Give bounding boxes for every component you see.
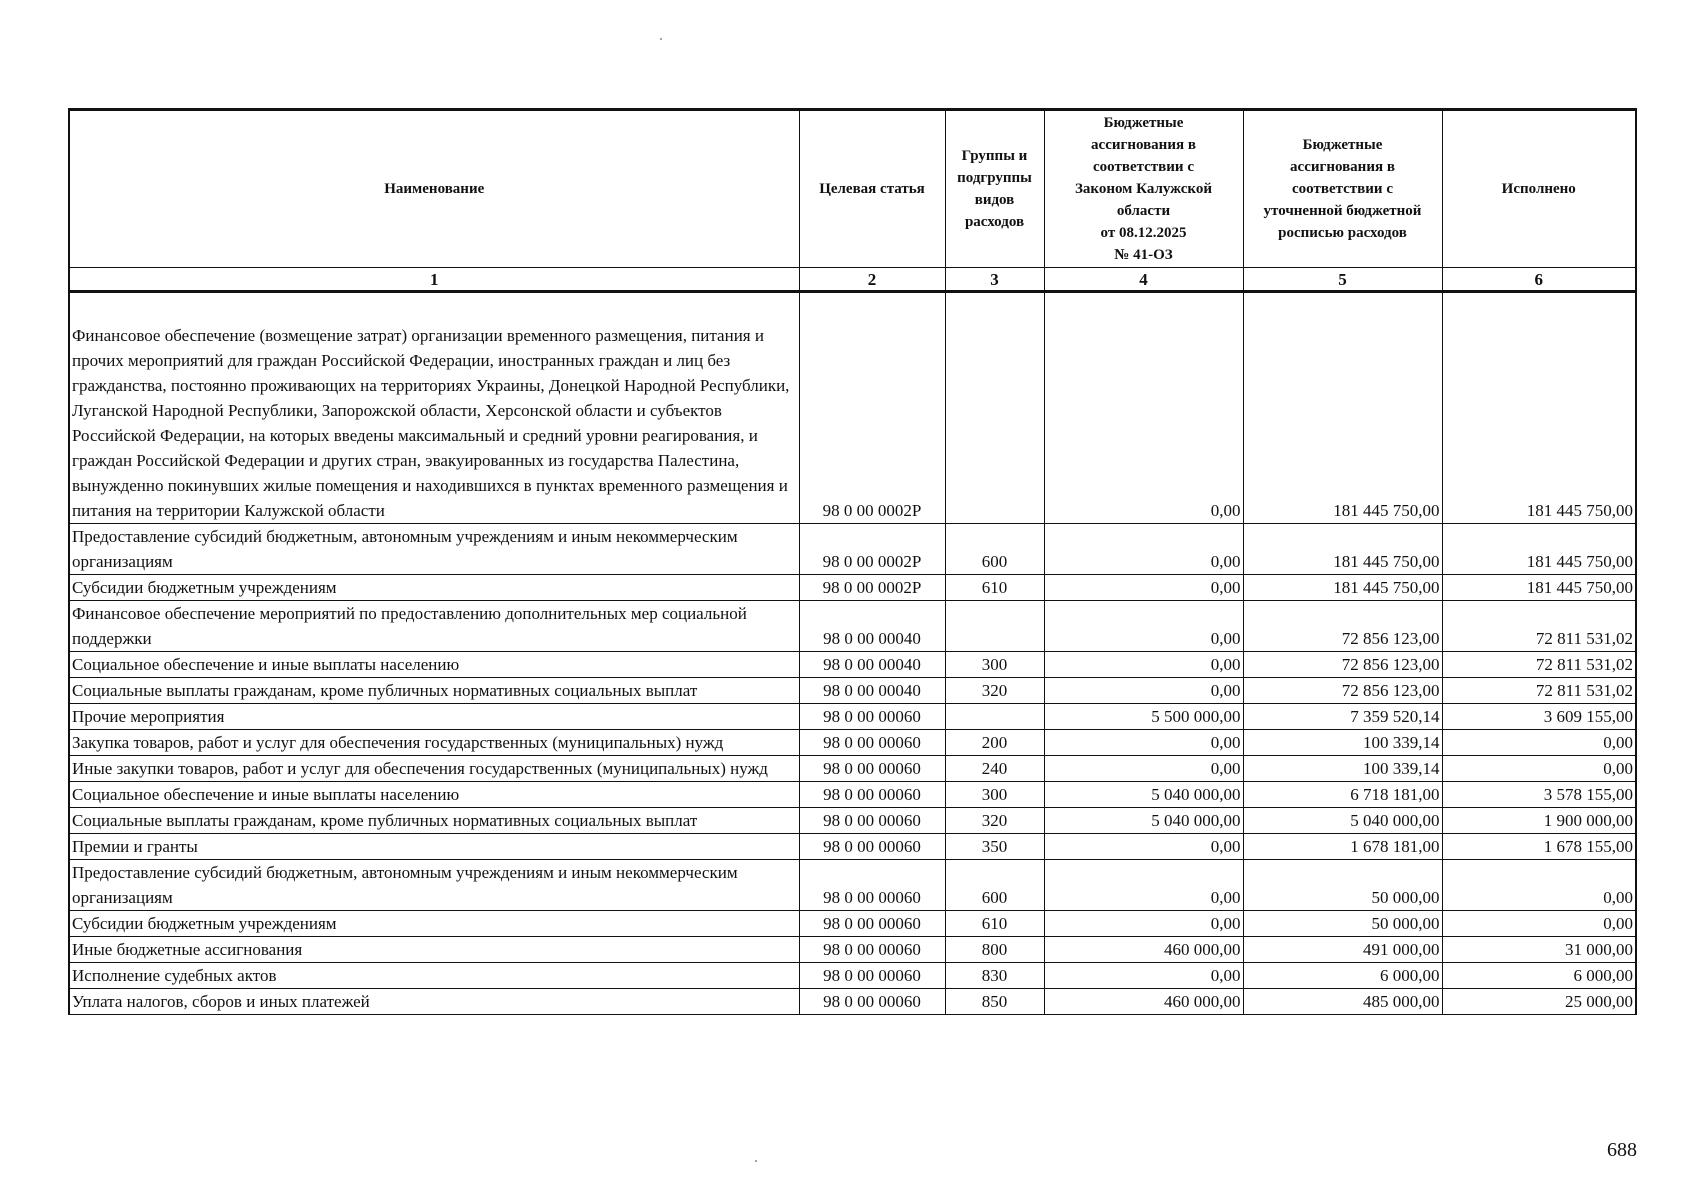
column-number: 3 bbox=[945, 268, 1044, 292]
row-target-article: 98 0 00 00060 bbox=[799, 756, 945, 782]
table-row bbox=[69, 963, 1636, 989]
row-target-article: 98 0 00 00040 bbox=[799, 678, 945, 704]
row-refined-amount: 181 445 750,00 bbox=[1243, 524, 1442, 575]
table-row bbox=[69, 756, 1636, 782]
row-expense-group bbox=[945, 292, 1044, 524]
row-name: Исполнение судебных актов bbox=[69, 963, 799, 989]
row-name: Прочие мероприятия bbox=[69, 704, 799, 730]
row-law-amount: 0,00 bbox=[1044, 834, 1243, 860]
table-row bbox=[69, 989, 1636, 1015]
row-law-amount: 0,00 bbox=[1044, 911, 1243, 937]
row-law-amount: 5 040 000,00 bbox=[1044, 782, 1243, 808]
column-number: 2 bbox=[799, 268, 945, 292]
page-number: 688 bbox=[1607, 1139, 1637, 1161]
row-target-article: 98 0 00 00060 bbox=[799, 834, 945, 860]
column-number-row bbox=[69, 268, 1636, 292]
row-refined-amount: 6 000,00 bbox=[1243, 963, 1442, 989]
row-refined-amount: 100 339,14 bbox=[1243, 756, 1442, 782]
row-refined-amount: 50 000,00 bbox=[1243, 860, 1442, 911]
row-expense-group: 300 bbox=[945, 652, 1044, 678]
row-target-article: 98 0 00 00060 bbox=[799, 911, 945, 937]
scan-speck bbox=[755, 1160, 757, 1162]
row-name: Иные бюджетные ассигнования bbox=[69, 937, 799, 963]
row-name: Предоставление субсидий бюджетным, автономным учреждениям и иным некоммерческим организациям bbox=[69, 860, 799, 911]
row-law-amount: 0,00 bbox=[1044, 524, 1243, 575]
row-law-amount: 0,00 bbox=[1044, 730, 1243, 756]
row-target-article: 98 0 00 00040 bbox=[799, 652, 945, 678]
table-row bbox=[69, 524, 1636, 575]
row-target-article: 98 0 00 00060 bbox=[799, 782, 945, 808]
row-executed-amount: 181 445 750,00 bbox=[1442, 292, 1636, 524]
table-body bbox=[69, 292, 1636, 1015]
row-name: Финансовое обеспечение мероприятий по предоставлению дополнительных мер социальной поддержки bbox=[69, 601, 799, 652]
row-name: Субсидии бюджетным учреждениям bbox=[69, 911, 799, 937]
row-target-article: 98 0 00 0002Р bbox=[799, 524, 945, 575]
row-expense-group: 320 bbox=[945, 678, 1044, 704]
row-executed-amount: 1 678 155,00 bbox=[1442, 834, 1636, 860]
header-law-allocations: Бюджетные ассигнования в соответствии с Законом Калужской области от 08.12.2025 № 41-ОЗ bbox=[1044, 110, 1243, 268]
row-executed-amount: 181 445 750,00 bbox=[1442, 575, 1636, 601]
row-refined-amount: 485 000,00 bbox=[1243, 989, 1442, 1015]
column-number: 5 bbox=[1243, 268, 1442, 292]
row-refined-amount: 100 339,14 bbox=[1243, 730, 1442, 756]
table-row bbox=[69, 937, 1636, 963]
row-executed-amount: 25 000,00 bbox=[1442, 989, 1636, 1015]
table-row bbox=[69, 782, 1636, 808]
row-law-amount: 0,00 bbox=[1044, 575, 1243, 601]
row-target-article: 98 0 00 0002Р bbox=[799, 575, 945, 601]
row-refined-amount: 491 000,00 bbox=[1243, 937, 1442, 963]
table-row bbox=[69, 652, 1636, 678]
row-executed-amount: 181 445 750,00 bbox=[1442, 524, 1636, 575]
row-law-amount: 0,00 bbox=[1044, 601, 1243, 652]
row-law-amount: 0,00 bbox=[1044, 860, 1243, 911]
table-row bbox=[69, 601, 1636, 652]
table-row bbox=[69, 678, 1636, 704]
row-executed-amount: 72 811 531,02 bbox=[1442, 678, 1636, 704]
row-executed-amount: 3 578 155,00 bbox=[1442, 782, 1636, 808]
row-name: Социальное обеспечение и иные выплаты населению bbox=[69, 652, 799, 678]
row-executed-amount: 0,00 bbox=[1442, 860, 1636, 911]
row-executed-amount: 1 900 000,00 bbox=[1442, 808, 1636, 834]
table-row bbox=[69, 704, 1636, 730]
row-executed-amount: 31 000,00 bbox=[1442, 937, 1636, 963]
row-law-amount: 5 500 000,00 bbox=[1044, 704, 1243, 730]
scan-speck bbox=[660, 38, 662, 40]
row-executed-amount: 3 609 155,00 bbox=[1442, 704, 1636, 730]
row-refined-amount: 181 445 750,00 bbox=[1243, 292, 1442, 524]
row-executed-amount: 0,00 bbox=[1442, 730, 1636, 756]
row-name: Социальное обеспечение и иные выплаты населению bbox=[69, 782, 799, 808]
row-refined-amount: 72 856 123,00 bbox=[1243, 652, 1442, 678]
row-expense-group: 240 bbox=[945, 756, 1044, 782]
table-header-row bbox=[69, 110, 1636, 268]
row-refined-amount: 72 856 123,00 bbox=[1243, 678, 1442, 704]
row-name: Закупка товаров, работ и услуг для обеспечения государственных (муниципальных) нужд bbox=[69, 730, 799, 756]
budget-execution-table bbox=[68, 108, 1637, 1015]
budget-table-container bbox=[68, 108, 1635, 1015]
row-executed-amount: 0,00 bbox=[1442, 911, 1636, 937]
row-refined-amount: 5 040 000,00 bbox=[1243, 808, 1442, 834]
row-target-article: 98 0 00 00060 bbox=[799, 989, 945, 1015]
column-number: 6 bbox=[1442, 268, 1636, 292]
row-refined-amount: 50 000,00 bbox=[1243, 911, 1442, 937]
row-expense-group: 200 bbox=[945, 730, 1044, 756]
row-name: Премии и гранты bbox=[69, 834, 799, 860]
table-row bbox=[69, 292, 1636, 524]
row-law-amount: 460 000,00 bbox=[1044, 989, 1243, 1015]
header-refined-allocations: Бюджетные ассигнования в соответствии с уточненной бюджетной росписью расходов bbox=[1243, 110, 1442, 268]
row-name: Предоставление субсидий бюджетным, автономным учреждениям и иным некоммерческим организациям bbox=[69, 524, 799, 575]
table-row bbox=[69, 834, 1636, 860]
column-number: 1 bbox=[69, 268, 799, 292]
row-name: Финансовое обеспечение (возмещение затрат) организации временного размещения, питания и прочих мероприятий для граждан Российской Федерации, иностранных граждан и лиц без гражданства, постоянно проживающих на территориях Украины, Донецкой Народной Республики, Луганской Народной Республики, Запорожской области, Херсонской области и субъектов Российской Федерации, на которых введены максимальный и средний уровни реагирования, и граждан Российской Федерации и других стран, эвакуированных из государства Палестина, вынужденно покинувших жилые помещения и находившихся в пунктах временного размещения и питания на территории Калужской области bbox=[69, 292, 799, 524]
row-executed-amount: 72 811 531,02 bbox=[1442, 652, 1636, 678]
row-target-article: 98 0 00 00060 bbox=[799, 704, 945, 730]
header-target-article: Целевая статья bbox=[799, 110, 945, 268]
row-expense-group: 600 bbox=[945, 524, 1044, 575]
row-target-article: 98 0 00 00060 bbox=[799, 860, 945, 911]
column-number: 4 bbox=[1044, 268, 1243, 292]
table-row bbox=[69, 808, 1636, 834]
row-refined-amount: 1 678 181,00 bbox=[1243, 834, 1442, 860]
row-expense-group: 850 bbox=[945, 989, 1044, 1015]
header-executed: Исполнено bbox=[1442, 110, 1636, 268]
row-target-article: 98 0 00 0002Р bbox=[799, 292, 945, 524]
table-row bbox=[69, 860, 1636, 911]
row-target-article: 98 0 00 00060 bbox=[799, 963, 945, 989]
row-executed-amount: 72 811 531,02 bbox=[1442, 601, 1636, 652]
row-law-amount: 0,00 bbox=[1044, 963, 1243, 989]
row-executed-amount: 0,00 bbox=[1442, 756, 1636, 782]
row-law-amount: 0,00 bbox=[1044, 652, 1243, 678]
row-expense-group: 800 bbox=[945, 937, 1044, 963]
header-name: Наименование bbox=[69, 110, 799, 268]
row-expense-group: 610 bbox=[945, 575, 1044, 601]
table-row bbox=[69, 730, 1636, 756]
row-name: Иные закупки товаров, работ и услуг для обеспечения государственных (муниципальных) нужд bbox=[69, 756, 799, 782]
row-target-article: 98 0 00 00060 bbox=[799, 730, 945, 756]
row-expense-group bbox=[945, 704, 1044, 730]
header-expense-groups: Группы и подгруппы видов расходов bbox=[945, 110, 1044, 268]
row-law-amount: 5 040 000,00 bbox=[1044, 808, 1243, 834]
row-refined-amount: 72 856 123,00 bbox=[1243, 601, 1442, 652]
row-name: Субсидии бюджетным учреждениям bbox=[69, 575, 799, 601]
row-expense-group: 610 bbox=[945, 911, 1044, 937]
row-name: Социальные выплаты гражданам, кроме публичных нормативных социальных выплат bbox=[69, 678, 799, 704]
row-expense-group: 600 bbox=[945, 860, 1044, 911]
row-refined-amount: 6 718 181,00 bbox=[1243, 782, 1442, 808]
row-name: Социальные выплаты гражданам, кроме публичных нормативных социальных выплат bbox=[69, 808, 799, 834]
row-law-amount: 0,00 bbox=[1044, 756, 1243, 782]
row-expense-group: 350 bbox=[945, 834, 1044, 860]
row-expense-group bbox=[945, 601, 1044, 652]
row-law-amount: 460 000,00 bbox=[1044, 937, 1243, 963]
table-row bbox=[69, 575, 1636, 601]
row-refined-amount: 7 359 520,14 bbox=[1243, 704, 1442, 730]
row-law-amount: 0,00 bbox=[1044, 292, 1243, 524]
row-expense-group: 300 bbox=[945, 782, 1044, 808]
row-executed-amount: 6 000,00 bbox=[1442, 963, 1636, 989]
table-row bbox=[69, 911, 1636, 937]
row-name: Уплата налогов, сборов и иных платежей bbox=[69, 989, 799, 1015]
row-target-article: 98 0 00 00060 bbox=[799, 937, 945, 963]
row-target-article: 98 0 00 00040 bbox=[799, 601, 945, 652]
row-expense-group: 320 bbox=[945, 808, 1044, 834]
row-law-amount: 0,00 bbox=[1044, 678, 1243, 704]
row-refined-amount: 181 445 750,00 bbox=[1243, 575, 1442, 601]
row-expense-group: 830 bbox=[945, 963, 1044, 989]
row-target-article: 98 0 00 00060 bbox=[799, 808, 945, 834]
